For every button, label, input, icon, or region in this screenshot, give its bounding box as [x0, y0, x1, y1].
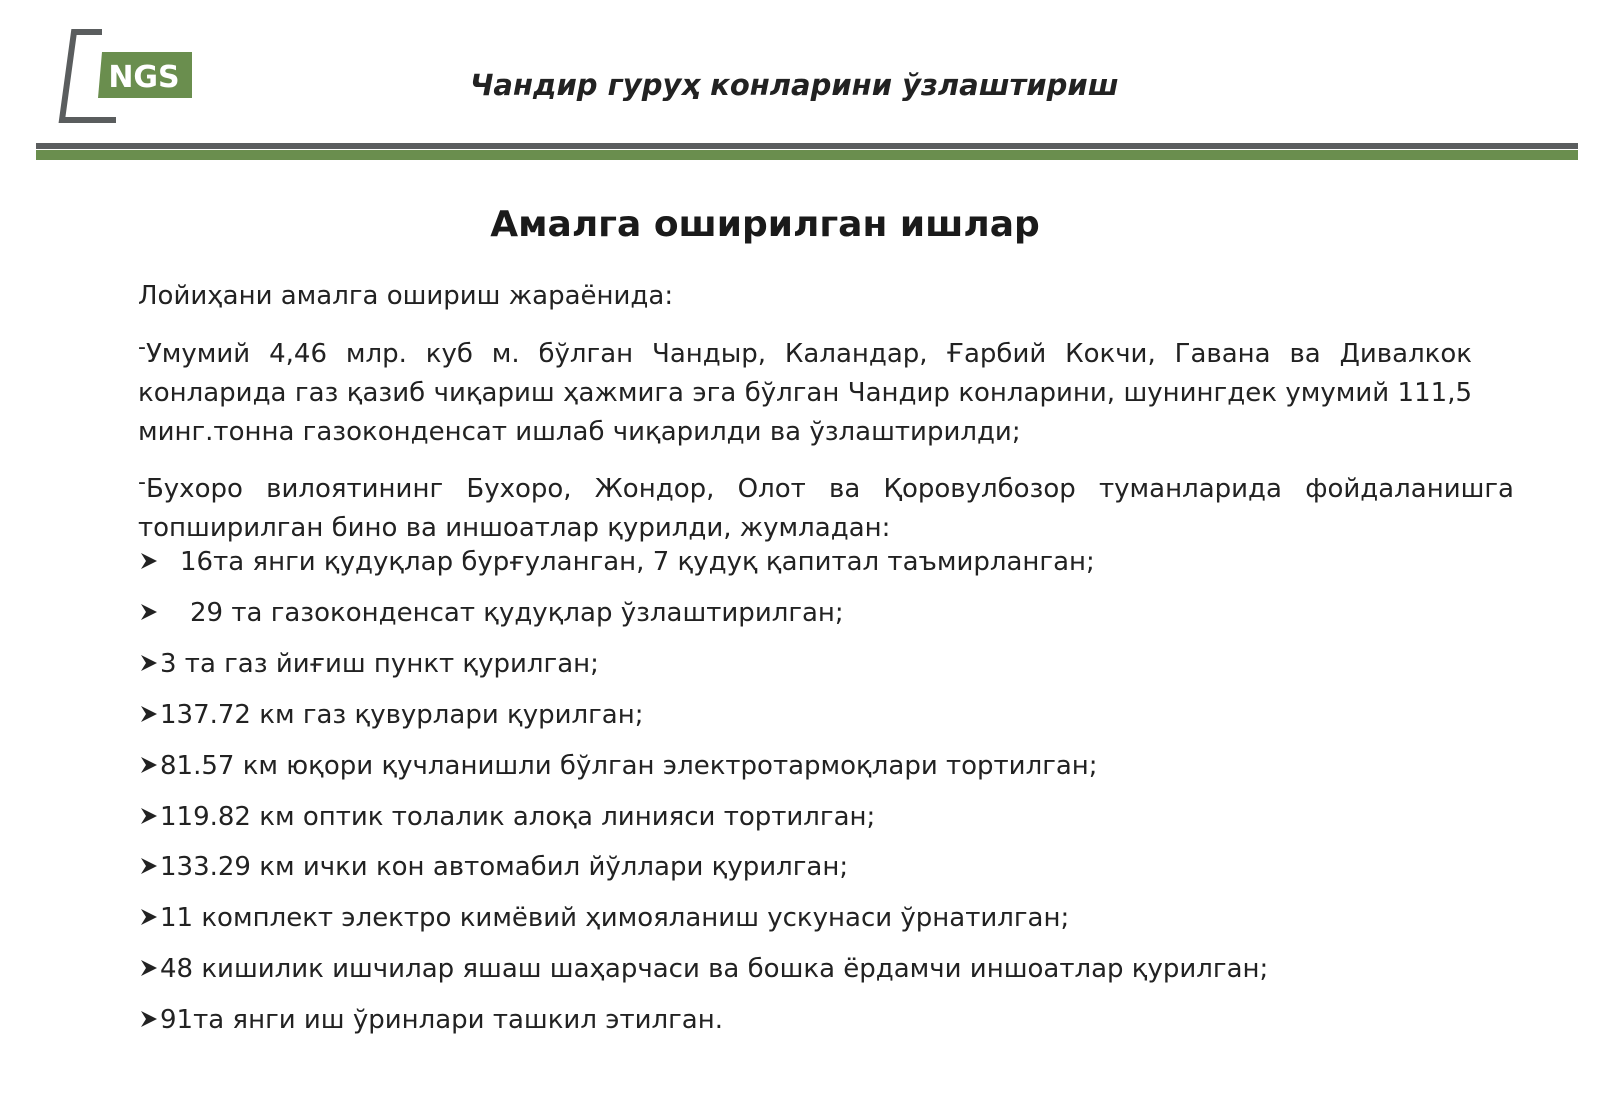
dash-marker: - [138, 470, 146, 495]
arrow-bullet-icon [138, 906, 160, 928]
list-item: 133.29 км ички кон автомабил йўллари қурилган; [138, 848, 848, 887]
list-item: 119.82 км оптик толалик алоқа линияси тортилган; [138, 798, 875, 837]
list-item: 3 та газ йиғиш пункт қурилган; [138, 645, 599, 684]
list-item: 16та янги қудуқлар бурғуланган, 7 қудуқ қапитал таъмирланган; [138, 543, 1095, 582]
header-divider-accent [36, 150, 1578, 160]
arrow-bullet-icon [138, 754, 160, 776]
intro-text: Лойиҳани амалга ошириш жараёнида: [138, 281, 674, 311]
arrow-bullet-icon [138, 1008, 160, 1030]
arrow-bullet-icon [138, 652, 160, 674]
paragraph-buildings: -Бухоро вилоятининг Бухоро, Жондор, Олот ва Қоровулбозор туманларида фойдаланишга топширилган бино ва иншоатлар қурилди, жумладан: [138, 470, 1514, 543]
arrow-bullet-icon [138, 957, 160, 979]
list-item: 29 та газоконденсат қудуқлар ўзлаштирилган; [138, 594, 844, 633]
list-item: 137.72 км газ қувурлари қурилган; [138, 696, 644, 735]
arrow-bullet-icon [138, 805, 160, 827]
list-item: 81.57 км юқори қучланишли бўлган электротармоқлари тортилган; [138, 747, 1098, 786]
list-item: 48 кишилик ишчилар яшаш шаҳарчаси ва бошка ёрдамчи иншоатлар қурилган; [138, 950, 1268, 989]
svg-text:NGS: NGS [108, 60, 180, 95]
arrow-bullet-icon [138, 855, 160, 877]
header-divider [36, 143, 1578, 149]
list-item: 11 комплект электро кимёвий ҳимояланиш ускунаси ўрнатилган; [138, 899, 1069, 938]
arrow-bullet-icon [138, 703, 160, 725]
header-title: Чандир гуруҳ конларини ўзлаштириш [470, 68, 1119, 102]
ngs-logo [58, 28, 198, 124]
arrow-bullet-icon [138, 601, 160, 623]
arrow-bullet-icon [138, 550, 160, 572]
dash-marker: - [138, 335, 146, 360]
list-item: 91та янги иш ўринлари ташкил этилган. [138, 1001, 723, 1040]
section-title: Амалга оширилган ишлар [490, 204, 1040, 245]
paragraph-gas-production: -Умумий 4,46 млр. куб м. бўлган Чандыр, Каландар, Ғарбий Кокчи, Гавана ва Дивалкок конларида газ қазиб чиқариш ҳажмига эга бўлган Чандир конларини, шунингдек умумий 111,5 минг.тонна газоконденсат ишлаб чиқарилди ва ўзлаштирилди; [138, 335, 1472, 447]
